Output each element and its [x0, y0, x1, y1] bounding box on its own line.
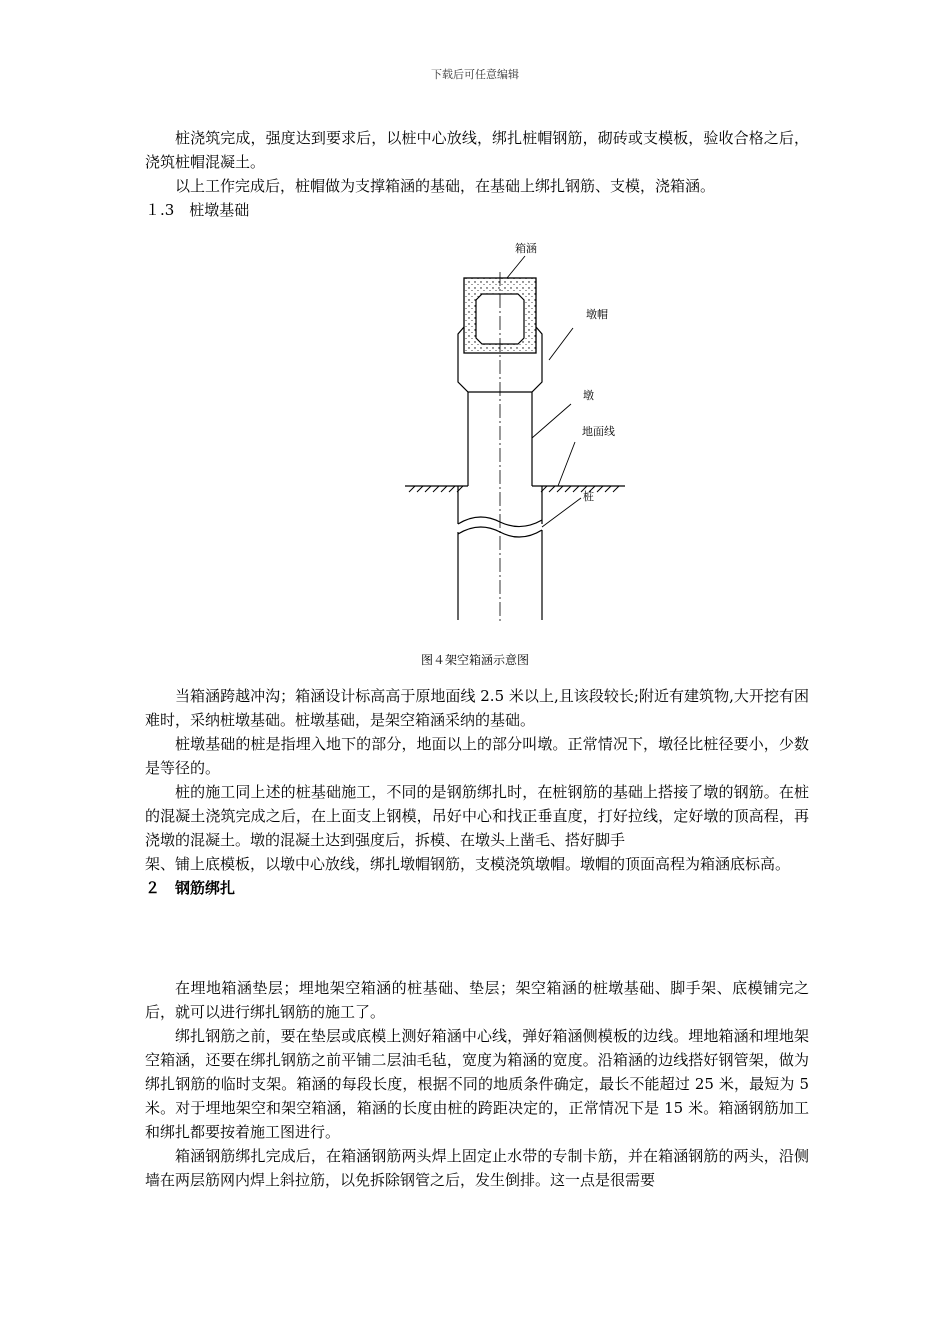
paragraph: 当箱涵跨越冲沟；箱涵设计标高高于原地面线 2.5 米以上,且该段较长;附近有建筑物,大开挖有困难时，采纳桩墩基础。桩墩基础，是架空箱涵采纳的基础。 — [145, 687, 809, 729]
paragraph: 在埋地箱涵垫层；埋地架空箱涵的桩基础、垫层；架空箱涵的桩墩基础、脚手架、底模铺完之后，就可以进行绑扎钢筋的施工了。 — [145, 979, 809, 1021]
leader-line — [558, 442, 575, 486]
leader-line — [532, 404, 571, 438]
label-box-culvert: 箱涵 — [515, 242, 537, 255]
paragraph: 箱涵钢筋绑扎完成后，在箱涵钢筋两头焊上固定止水带的专制卡筋，并在箱涵钢筋的两头，沿侧墙在两层筋网内焊上斜拉筋，以免拆除钢管之后，发生倒排。这一点是很需要 — [145, 1147, 809, 1189]
label-pile: 桩 — [583, 490, 594, 503]
leader-line — [507, 256, 525, 278]
paragraph: 以上工作完成后，桩帽做为支撑箱涵的基础，在基础上绑扎钢筋、支模，浇箱涵。 — [175, 177, 716, 195]
text-block-1 — [145, 126, 809, 222]
paragraph: 桩墩基础的桩是指埋入地下的部分，地面以上的部分叫墩。正常情况下，墩径比桩径要小，少数是等径的。 — [145, 735, 809, 777]
label-ground-line: 地面线 — [582, 425, 615, 438]
section-heading: ２ 钢筋绑扎 — [145, 879, 236, 897]
section-heading: １.3 桩墩基础 — [145, 201, 250, 219]
label-pier-cap: 墩帽 — [586, 308, 608, 321]
paragraph: 绑扎钢筋之前，要在垫层或底模上测好箱涵中心线，弹好箱涵侧模板的边线。埋地箱涵和埋地架空箱涵，还要在绑扎钢筋之前平铺二层油毛毡，宽度为箱涵的宽度。沿箱涵的边线搭好钢管架，做为绑扎钢筋的临时支架。箱涵的每段长度，根据不同的地质条件确定，最长不能超过 25 米，最短为 5 米。对于埋地架空和架空箱涵，箱涵的长度由桩的跨距决定的，正常情况下是 15 米。箱涵钢筋加工和绑扎都要按着施工图进行。 — [145, 1027, 809, 1141]
label-pier: 墩 — [583, 389, 594, 402]
paragraph: 架、铺上底模板，以墩中心放线，绑扎墩帽钢筋，支模浇筑墩帽。墩帽的顶面高程为箱涵底标高。 — [145, 855, 791, 873]
paragraph: 桩的施工同上述的桩基础施工，不同的是钢筋绑扎时，在桩钢筋的基础上搭接了墩的钢筋。在桩的混凝土浇筑完成之后，在上面支上钢模，吊好中心和找正垂直度，打好拉线，定好墩的顶高程，再浇墩的混凝土。墩的混凝土达到强度后，拆模、在墩头上凿毛、搭好脚手 — [145, 783, 809, 849]
text-block-3 — [145, 976, 809, 1192]
page-header: 下载后可任意编辑 — [431, 68, 519, 81]
figure-caption: 图４架空箱涵示意图 — [420, 653, 529, 667]
paragraph: 桩浇筑完成，强度达到要求后，以桩中心放线，绑扎桩帽钢筋，砌砖或支模板，验收合格之后，浇筑桩帽混凝土。 — [145, 129, 809, 171]
leader-line — [542, 498, 581, 527]
text-block-2 — [145, 684, 809, 900]
leader-line — [549, 328, 573, 360]
culvert-diagram — [395, 232, 645, 630]
